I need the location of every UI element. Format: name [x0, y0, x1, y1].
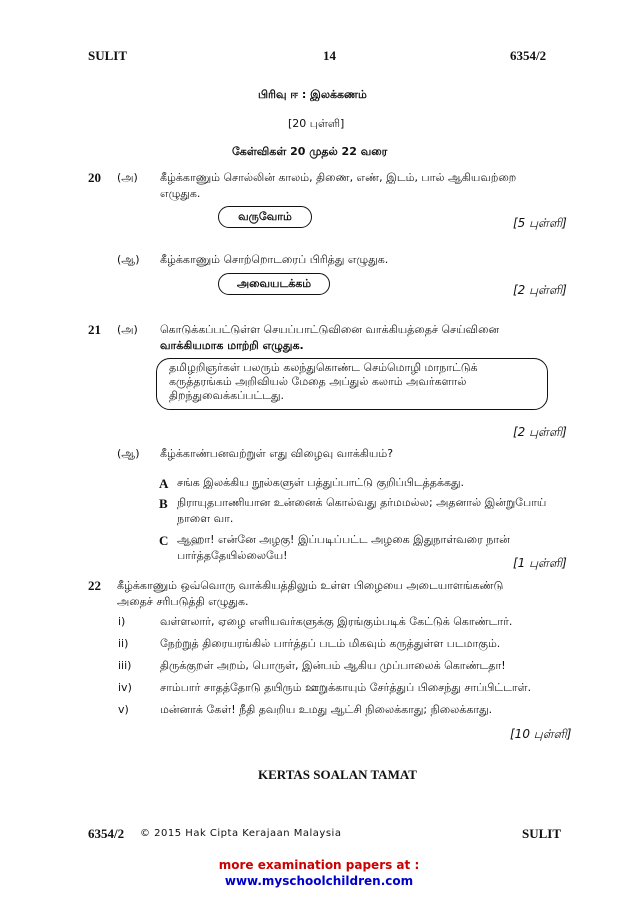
- q22-item-2-text: நேற்றுத் திரையரங்கில் பார்த்தப் படம் மிகவும் கருத்துள்ள படமாகும்.: [160, 637, 501, 650]
- footer-copyright: © 2015 Hak Cipta Kerajaan Malaysia: [140, 828, 342, 839]
- q22-item-1-text: வள்ளலார், ஏழை எளியவர்களுக்கு இரங்கும்படிக் கேட்டுக் கொண்டார்.: [160, 615, 513, 628]
- q22-item-1-num: i): [118, 615, 126, 628]
- q20b-marks: [2 புள்ளி]: [513, 283, 567, 297]
- q22-marks: [10 புள்ளி]: [510, 727, 572, 741]
- q20a-text: கீழ்க்காணும் சொல்லின் காலம், திணை, எண், இடம், பால் ஆகியவற்றை: [160, 171, 517, 184]
- q21a-passage-line-3: திறந்துவைக்கப்பட்டது.: [169, 389, 285, 402]
- q21b-label: (ஆ): [117, 447, 140, 460]
- q21b-marks: [1 புள்ளி]: [513, 556, 567, 570]
- q22-item-4-num: iv): [118, 681, 132, 694]
- q21a-text-2: வாக்கியமாக மாற்றி எழுதுக.: [160, 339, 304, 352]
- option-c-letter: C: [159, 533, 169, 548]
- section-title: பிரிவு ஈ : இலக்கணம்: [258, 88, 367, 101]
- q20a-marks: [5 புள்ளி]: [513, 216, 567, 230]
- q20b-word-box: அவையடக்கம்: [218, 273, 330, 295]
- option-b-text-2: நாளை வா.: [177, 512, 234, 525]
- question-22-number: 22: [88, 578, 101, 593]
- q22-item-3-text: திருக்குறள் அறம், பொருள், இன்பம் ஆகிய முப்பாலைக் கொண்டதா!: [160, 659, 506, 672]
- section-marks: [20 புள்ளி]: [288, 117, 345, 130]
- option-c-text-2: பார்த்ததேயில்லையே!: [177, 549, 288, 562]
- q22-item-4-text: சாம்பார் சாதத்தோடு தயிரும் ஊறுக்காயும் சேர்த்துப் பிசைந்து சாப்பிட்டாள்.: [160, 681, 532, 694]
- q21b-text: கீழ்க்காண்பனவற்றுள் எது விழைவு வாக்கியம்?: [160, 447, 394, 460]
- question-20-number: 20: [88, 170, 101, 185]
- q22-item-3-num: iii): [118, 659, 132, 672]
- q20a-label: (அ): [117, 171, 138, 184]
- q21a-label: (அ): [117, 323, 138, 336]
- q22-text: கீழ்க்காணும் ஒவ்வொரு வாக்கியத்திலும் உள்ள பிழையை அடையாளங்கண்டு: [117, 579, 504, 592]
- header-sulit: SULIT: [88, 48, 128, 63]
- page-number: 14: [323, 48, 336, 63]
- q21a-passage-line-1: தமிழறிஞர்கள் பலரும் கலந்துகொண்ட செம்மொழி மாநாட்டுக்: [169, 361, 478, 374]
- footer-code: 6354/2: [88, 826, 125, 841]
- q21a-passage-line-2: கருத்தரங்கம் அறிவியல் மேதை அப்துல் கலாம் அவர்களால்: [169, 375, 467, 388]
- option-b-letter: B: [159, 496, 168, 511]
- q20b-label: (ஆ): [117, 253, 140, 266]
- paper-code: 6354/2: [510, 48, 547, 63]
- footer-sulit: SULIT: [522, 826, 562, 841]
- promo-link[interactable]: www.myschoolchildren.com: [224, 874, 414, 888]
- question-21-number: 21: [88, 322, 101, 337]
- option-a-letter: A: [159, 476, 169, 491]
- q21a-marks: [2 புள்ளி]: [513, 425, 567, 439]
- q22-item-5-text: மன்னாக் கேள்! நீதி தவறிய உமது ஆட்சி நிலைக்காது; நிலைக்காது.: [160, 703, 493, 716]
- option-a-text: சங்க இலக்கிய நூல்களுள் பத்துப்பாட்டு குறிப்பிடத்தக்கது.: [177, 476, 465, 489]
- q20a-text-2: எழுதுக.: [160, 187, 201, 200]
- q21a-text: கொடுக்கப்பட்டுள்ள செயப்பாட்டுவினை வாக்கியத்தைச் செய்வினை: [160, 323, 500, 336]
- questions-range: கேள்விகள் 20 முதல் 22 வரை: [232, 145, 388, 158]
- promo-line-1: more examination papers at :: [218, 858, 420, 872]
- q22-item-5-num: v): [118, 703, 129, 716]
- q20b-text: கீழ்க்காணும் சொற்றொடரைப் பிரித்து எழுதுக.: [160, 253, 389, 266]
- option-c-text: ஆஹா! என்னே அழகு! இப்படிப்பட்ட அழகை இதுநாள்வரை நான்: [177, 533, 510, 546]
- q20a-word-box: வருவோம்: [218, 206, 312, 228]
- option-b-text: நிராயுதபாணியான உன்னைக் கொல்வது தர்மமல்ல; அதனால் இன்றுபோய்: [177, 496, 547, 509]
- q22-item-2-num: ii): [118, 637, 129, 650]
- end-title: KERTAS SOALAN TAMAT: [258, 767, 417, 782]
- q22-text-2: அதைச் சரிபடுத்தி எழுதுக.: [117, 595, 249, 608]
